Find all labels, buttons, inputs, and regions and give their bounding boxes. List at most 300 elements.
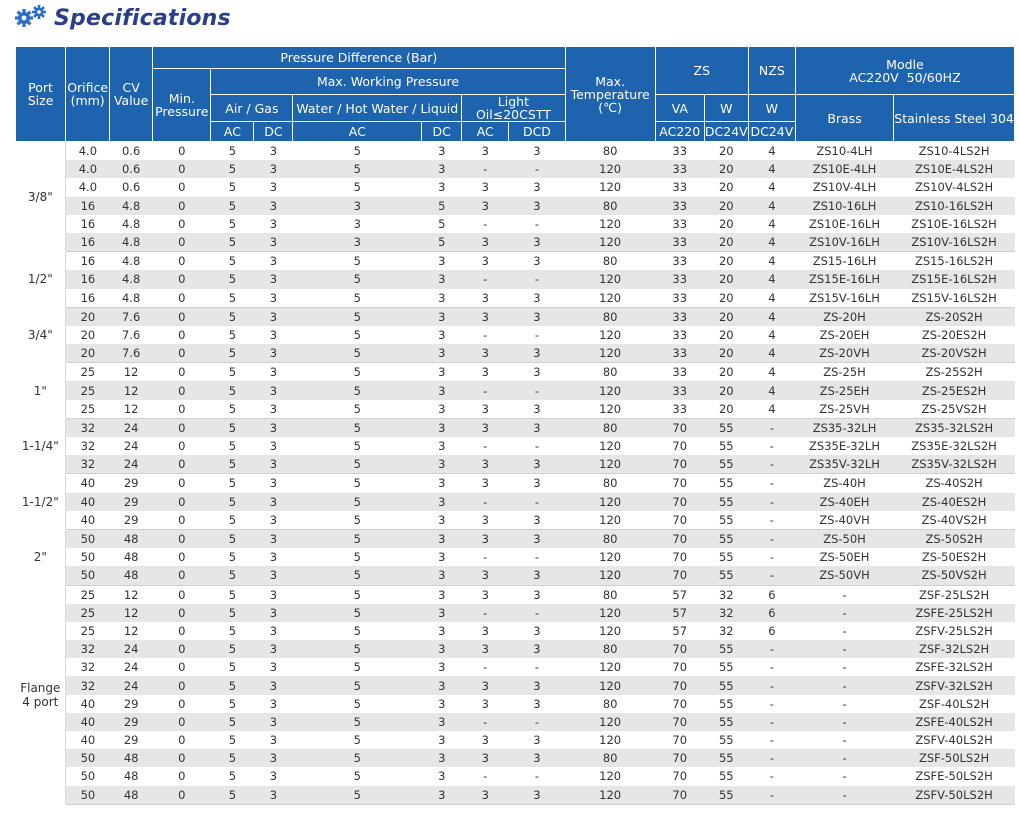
cell-oil-ac: 3 [462,529,509,548]
cell-orifice: 32 [66,418,110,437]
cell-zs-va: 33 [655,270,704,288]
header-va: VA [655,95,704,122]
header-ac220: AC220 [655,122,704,142]
cell-max-temp: 120 [565,400,655,419]
cell-nzs-w: - [748,676,795,694]
cell-model-stainless: ZS-50S2H [894,529,1015,548]
cell-zs-va: 70 [655,767,704,785]
cell-air-ac: 5 [211,381,254,399]
cell-max-temp: 120 [565,381,655,399]
cell-oil-dcd: 3 [509,585,565,604]
cell-nzs-w: 4 [748,270,795,288]
cell-nzs-w: - [748,474,795,493]
cell-zs-va: 33 [655,400,704,419]
cell-cv-value: 24 [110,437,153,455]
cell-model-stainless: ZS-40S2H [894,474,1015,493]
cell-air-dc: 3 [254,566,293,585]
cell-water-ac: 3 [293,233,422,252]
cell-model-brass: - [795,640,893,658]
header-water-dc: DC [422,122,462,142]
cell-cv-value: 48 [110,548,153,566]
cell-water-dc: 3 [422,326,462,344]
header-orifice: Orifice (mm) [66,47,110,142]
table-row [16,344,1015,363]
cell-water-dc: 3 [422,474,462,493]
cell-model-brass: ZS-20VH [795,344,893,363]
port-size-cell: 2" [16,529,66,585]
cell-water-ac: 5 [293,731,422,749]
cell-model-brass: ZS10V-4LH [795,178,893,196]
cell-air-ac: 5 [211,767,254,785]
cell-orifice: 16 [66,215,110,233]
cell-oil-dcd: 3 [509,474,565,493]
table-row [16,437,1015,455]
cell-model-stainless: ZS10-16LS2H [894,197,1015,215]
cell-water-ac: 5 [293,178,422,196]
cell-air-ac: 5 [211,676,254,694]
cell-max-temp: 120 [565,289,655,308]
cell-nzs-w: 4 [748,252,795,271]
cell-max-temp: 120 [565,786,655,805]
header-brass: Brass [795,95,893,142]
cell-water-dc: 3 [422,363,462,382]
cell-zs-w: 55 [704,695,748,713]
cell-water-dc: 3 [422,307,462,326]
cell-max-temp: 80 [565,142,655,161]
cell-water-dc: 3 [422,548,462,566]
cell-max-temp: 80 [565,474,655,493]
cell-min-pressure: 0 [153,344,211,363]
cell-zs-w: 55 [704,418,748,437]
cell-min-pressure: 0 [153,418,211,437]
cell-nzs-w: - [748,640,795,658]
table-row [16,566,1015,585]
cell-model-stainless: ZSFE-25LS2H [894,604,1015,622]
cell-cv-value: 0.6 [110,142,153,161]
cell-air-dc: 3 [254,640,293,658]
cell-zs-w: 20 [704,142,748,161]
cell-air-ac: 5 [211,437,254,455]
cell-min-pressure: 0 [153,713,211,731]
header-port-size: Port Size [16,47,66,142]
cell-model-brass: ZS10-16LH [795,197,893,215]
cell-model-brass: - [795,658,893,676]
cell-model-stainless: ZSFE-32LS2H [894,658,1015,676]
cell-orifice: 25 [66,585,110,604]
cell-min-pressure: 0 [153,455,211,474]
cell-model-brass: ZS10E-16LH [795,215,893,233]
cell-model-stainless: ZS-25ES2H [894,381,1015,399]
cell-zs-va: 70 [655,548,704,566]
header-light-oil: Light Oil≤20CSTT [462,95,565,122]
cell-max-temp: 120 [565,658,655,676]
cell-min-pressure: 0 [153,270,211,288]
cell-model-brass: - [795,676,893,694]
cell-water-ac: 5 [293,474,422,493]
cell-oil-dcd: 3 [509,344,565,363]
cell-water-dc: 3 [422,400,462,419]
cell-cv-value: 4.8 [110,289,153,308]
cell-zs-w: 20 [704,233,748,252]
cell-air-dc: 3 [254,658,293,676]
cell-water-ac: 5 [293,252,422,271]
cell-orifice: 25 [66,381,110,399]
cell-zs-w: 55 [704,529,748,548]
cell-nzs-w: - [748,731,795,749]
port-size-cell: 3/4" [16,307,66,363]
cell-water-ac: 3 [293,215,422,233]
table-row [16,676,1015,694]
cell-model-stainless: ZS10V-16LS2H [894,233,1015,252]
cell-oil-dcd: 3 [509,197,565,215]
cell-oil-ac: 3 [462,695,509,713]
header-nzs-dc24v: DC24V [748,122,795,142]
section-title-bar [14,3,231,33]
cell-nzs-w: 4 [748,400,795,419]
cell-min-pressure: 0 [153,326,211,344]
cell-zs-va: 70 [655,676,704,694]
cell-cv-value: 29 [110,474,153,493]
cell-max-temp: 120 [565,493,655,511]
cell-orifice: 50 [66,749,110,767]
cell-max-temp: 80 [565,197,655,215]
cell-air-ac: 5 [211,585,254,604]
cell-air-dc: 3 [254,233,293,252]
cell-air-dc: 3 [254,511,293,530]
cell-zs-w: 55 [704,658,748,676]
cell-model-brass: ZS-40H [795,474,893,493]
cell-min-pressure: 0 [153,585,211,604]
cell-zs-va: 57 [655,604,704,622]
cell-orifice: 25 [66,400,110,419]
cell-zs-va: 33 [655,289,704,308]
cell-air-ac: 5 [211,474,254,493]
cell-cv-value: 12 [110,604,153,622]
header-air-dc: DC [254,122,293,142]
cell-model-stainless: ZSFV-50LS2H [894,786,1015,805]
cell-water-dc: 5 [422,197,462,215]
cell-model-brass: ZS35-32LH [795,418,893,437]
cell-model-brass: ZS-25VH [795,400,893,419]
cell-min-pressure: 0 [153,307,211,326]
cell-cv-value: 29 [110,511,153,530]
cell-model-brass: ZS-25H [795,363,893,382]
cell-zs-w: 55 [704,676,748,694]
cell-max-temp: 80 [565,695,655,713]
cell-orifice: 32 [66,676,110,694]
cell-water-ac: 5 [293,493,422,511]
cell-water-dc: 3 [422,160,462,178]
header-dc24v: DC24V [704,122,748,142]
cell-min-pressure: 0 [153,178,211,196]
header-water-ac: AC [293,122,422,142]
cell-air-dc: 3 [254,178,293,196]
cell-air-dc: 3 [254,142,293,161]
cell-air-ac: 5 [211,270,254,288]
port-size-cell: 3/8" [16,142,66,252]
cell-model-stainless: ZSFV-40LS2H [894,731,1015,749]
cell-oil-dcd: 3 [509,363,565,382]
cell-air-dc: 3 [254,713,293,731]
cell-water-ac: 5 [293,585,422,604]
cell-water-dc: 3 [422,252,462,271]
cell-nzs-w: - [748,437,795,455]
cell-zs-w: 55 [704,731,748,749]
cell-oil-ac: 3 [462,289,509,308]
cell-max-temp: 80 [565,418,655,437]
table-row [16,731,1015,749]
cell-zs-va: 70 [655,713,704,731]
cell-zs-va: 33 [655,381,704,399]
table-row [16,604,1015,622]
cell-min-pressure: 0 [153,566,211,585]
table-row [16,455,1015,474]
cell-water-ac: 5 [293,289,422,308]
cell-nzs-w: 4 [748,344,795,363]
cell-max-temp: 120 [565,566,655,585]
header-nzs-w: W [748,95,795,122]
cell-zs-va: 33 [655,160,704,178]
cell-min-pressure: 0 [153,622,211,640]
cell-oil-dcd: 3 [509,640,565,658]
cell-orifice: 32 [66,640,110,658]
cell-orifice: 50 [66,529,110,548]
cell-model-stainless: ZS10-4LS2H [894,142,1015,161]
cell-air-ac: 5 [211,511,254,530]
cell-zs-w: 55 [704,493,748,511]
cell-cv-value: 24 [110,676,153,694]
cell-cv-value: 48 [110,749,153,767]
cell-zs-va: 33 [655,307,704,326]
cell-air-dc: 3 [254,786,293,805]
cell-air-dc: 3 [254,160,293,178]
cell-model-brass: ZS35E-32LH [795,437,893,455]
cell-air-dc: 3 [254,270,293,288]
cell-air-ac: 5 [211,344,254,363]
cell-zs-w: 20 [704,381,748,399]
cell-oil-ac: - [462,658,509,676]
cell-max-temp: 120 [565,713,655,731]
cell-zs-va: 70 [655,731,704,749]
cell-air-ac: 5 [211,749,254,767]
cell-min-pressure: 0 [153,749,211,767]
cell-zs-w: 32 [704,622,748,640]
cell-model-brass: - [795,622,893,640]
port-size-cell: 1" [16,363,66,419]
cell-water-ac: 5 [293,529,422,548]
cell-oil-dcd: 3 [509,786,565,805]
cell-orifice: 16 [66,233,110,252]
cell-zs-w: 20 [704,178,748,196]
cell-air-ac: 5 [211,160,254,178]
cell-oil-dcd: 3 [509,455,565,474]
cell-oil-dcd: 3 [509,529,565,548]
cell-model-stainless: ZSF-25LS2H [894,585,1015,604]
cell-water-ac: 5 [293,160,422,178]
cell-oil-ac: 3 [462,307,509,326]
cell-oil-dcd: - [509,381,565,399]
table-row [16,400,1015,419]
cell-model-stainless: ZS-20S2H [894,307,1015,326]
cell-water-dc: 3 [422,731,462,749]
cell-orifice: 40 [66,713,110,731]
cell-model-stainless: ZS35V-32LS2H [894,455,1015,474]
cell-min-pressure: 0 [153,604,211,622]
cell-water-ac: 5 [293,511,422,530]
cell-model-brass: ZS-20EH [795,326,893,344]
cell-max-temp: 120 [565,676,655,694]
cell-water-ac: 5 [293,640,422,658]
cell-oil-ac: - [462,215,509,233]
cell-orifice: 4.0 [66,142,110,161]
cell-nzs-w: 4 [748,178,795,196]
cell-water-ac: 3 [293,197,422,215]
cell-oil-dcd: 3 [509,142,565,161]
cell-nzs-w: - [748,786,795,805]
cell-oil-ac: - [462,160,509,178]
cell-model-stainless: ZS15E-16LS2H [894,270,1015,288]
cell-zs-w: 55 [704,548,748,566]
cell-orifice: 32 [66,455,110,474]
cell-nzs-w: 4 [748,215,795,233]
cell-nzs-w: - [748,713,795,731]
port-size-cell: 1-1/2" [16,474,66,530]
cell-oil-dcd: - [509,767,565,785]
cell-air-ac: 5 [211,731,254,749]
cell-water-ac: 5 [293,455,422,474]
cell-nzs-w: 4 [748,160,795,178]
cell-nzs-w: - [748,548,795,566]
port-size-cell: Flange 4 port [16,585,66,804]
cell-cv-value: 29 [110,695,153,713]
cell-orifice: 50 [66,786,110,805]
table-row [16,215,1015,233]
cell-model-stainless: ZS35-32LS2H [894,418,1015,437]
cell-model-stainless: ZSFV-25LS2H [894,622,1015,640]
cell-air-dc: 3 [254,767,293,785]
cell-min-pressure: 0 [153,676,211,694]
cell-zs-va: 70 [655,749,704,767]
cell-air-dc: 3 [254,493,293,511]
cell-water-ac: 5 [293,142,422,161]
cell-oil-ac: 3 [462,233,509,252]
cell-oil-ac: - [462,713,509,731]
cell-air-ac: 5 [211,233,254,252]
table-row [16,749,1015,767]
cell-cv-value: 12 [110,585,153,604]
cell-air-ac: 5 [211,529,254,548]
cell-max-temp: 120 [565,160,655,178]
cell-air-ac: 5 [211,658,254,676]
cell-zs-va: 70 [655,786,704,805]
cell-orifice: 16 [66,270,110,288]
cell-model-brass: - [795,767,893,785]
cell-nzs-w: 4 [748,289,795,308]
cell-air-dc: 3 [254,731,293,749]
cell-zs-w: 55 [704,767,748,785]
cell-oil-dcd: 3 [509,676,565,694]
cell-model-brass: ZS-40EH [795,493,893,511]
cell-zs-va: 70 [655,640,704,658]
table-row [16,511,1015,530]
cell-oil-ac: 3 [462,731,509,749]
cell-air-dc: 3 [254,289,293,308]
cell-oil-ac: 3 [462,786,509,805]
cell-zs-va: 70 [655,437,704,455]
cell-water-ac: 5 [293,344,422,363]
table-row [16,381,1015,399]
cell-max-temp: 120 [565,437,655,455]
cell-zs-va: 57 [655,585,704,604]
cell-orifice: 50 [66,566,110,585]
cell-nzs-w: 4 [748,197,795,215]
table-row [16,786,1015,805]
cell-water-dc: 3 [422,529,462,548]
cell-model-stainless: ZSFE-40LS2H [894,713,1015,731]
cell-min-pressure: 0 [153,529,211,548]
cell-oil-dcd: - [509,548,565,566]
cell-model-stainless: ZS-25S2H [894,363,1015,382]
cell-cv-value: 12 [110,381,153,399]
cell-zs-va: 33 [655,252,704,271]
cell-zs-w: 20 [704,363,748,382]
cell-air-dc: 3 [254,344,293,363]
cell-water-dc: 3 [422,622,462,640]
cell-oil-ac: 3 [462,363,509,382]
cell-cv-value: 4.8 [110,197,153,215]
cell-zs-w: 55 [704,640,748,658]
cell-nzs-w: - [748,493,795,511]
table-body [16,142,1015,805]
header-zs: ZS [655,47,748,95]
cell-zs-w: 20 [704,400,748,419]
cell-water-dc: 3 [422,786,462,805]
cell-zs-va: 70 [655,474,704,493]
table-row [16,622,1015,640]
cell-cv-value: 12 [110,363,153,382]
cell-cv-value: 24 [110,418,153,437]
cell-model-brass: ZS10V-16LH [795,233,893,252]
cell-orifice: 4.0 [66,178,110,196]
cell-air-ac: 5 [211,178,254,196]
cell-water-ac: 5 [293,400,422,419]
cell-orifice: 32 [66,658,110,676]
table-row [16,270,1015,288]
header-min-pressure: Min. Pressure [153,69,211,142]
cell-cv-value: 4.8 [110,215,153,233]
cell-model-brass: - [795,604,893,622]
cell-min-pressure: 0 [153,548,211,566]
cell-water-ac: 5 [293,326,422,344]
cell-nzs-w: 4 [748,326,795,344]
cell-air-ac: 5 [211,695,254,713]
cell-air-dc: 3 [254,749,293,767]
cell-oil-ac: - [462,326,509,344]
cell-air-dc: 3 [254,455,293,474]
cell-orifice: 25 [66,604,110,622]
cell-model-brass: - [795,786,893,805]
header-modle-label: Modle [886,56,924,72]
cell-water-dc: 3 [422,640,462,658]
header-modle-sub: AC220V 50/60HZ [849,69,961,85]
table-row [16,178,1015,196]
cell-water-ac: 5 [293,713,422,731]
cell-model-brass: ZS-20H [795,307,893,326]
cell-nzs-w: 4 [748,307,795,326]
table-row [16,585,1015,604]
table-row [16,474,1015,493]
cell-cv-value: 24 [110,455,153,474]
